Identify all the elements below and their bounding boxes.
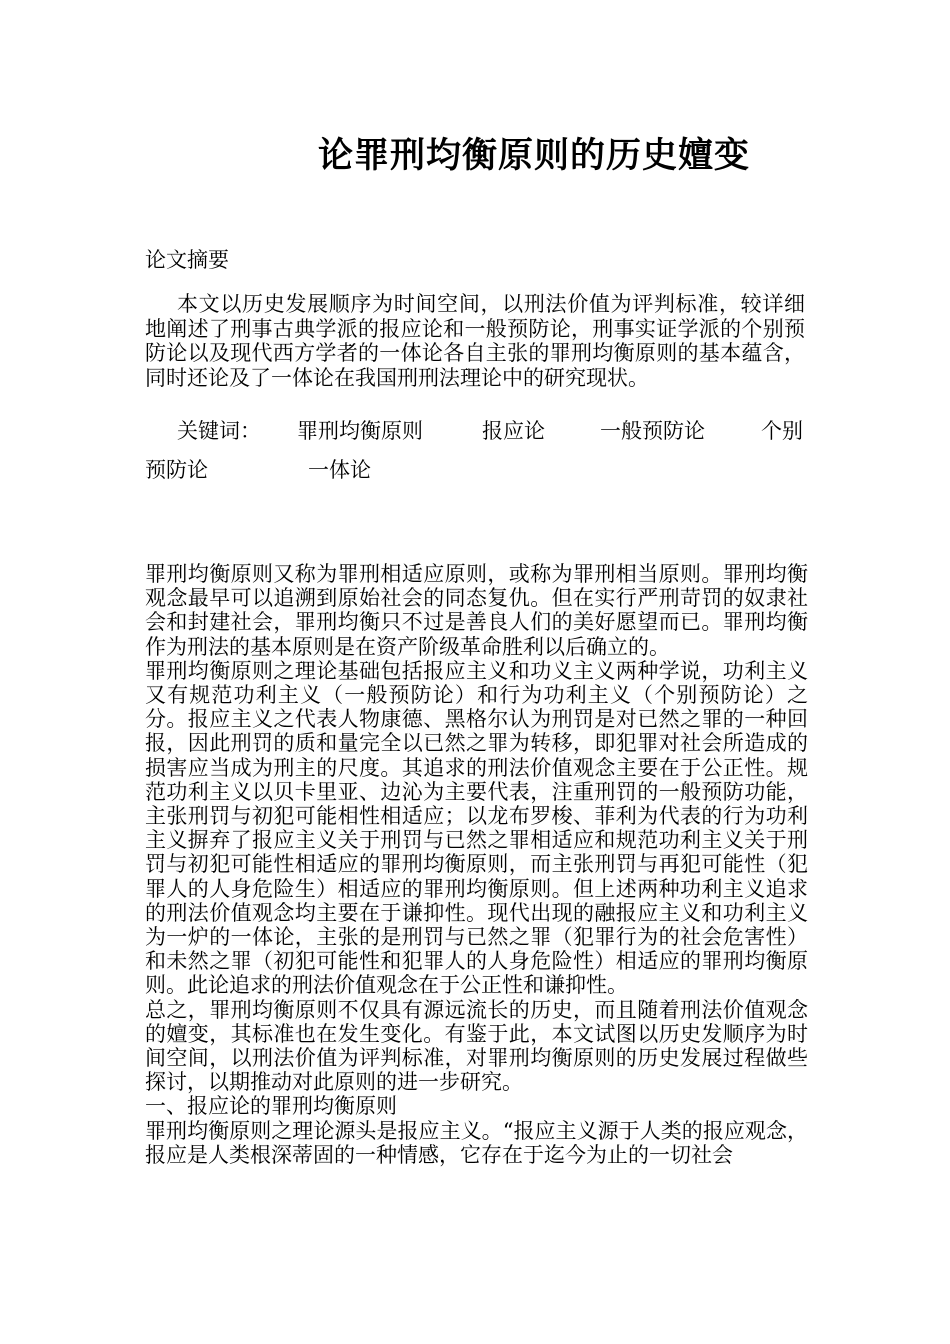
keyword: 罪刑均衡原则 — [297, 419, 423, 443]
keyword: 一般预防论 — [600, 419, 705, 443]
keyword: 报应论 — [482, 419, 545, 443]
keyword: 一体论 — [308, 458, 371, 482]
paragraph: 罪刑均衡原则之理论源头是报应主义。“报应主义源于人类的报应观念，报应是人类根深蒂固的一种情感，它存在于迄今为止的一切社会 — [145, 1118, 808, 1167]
paragraph: 总之，罪刑均衡原则不仅具有源远流长的历史，而且随着刑法价值观念的嬗变，其标准也在发生变化。有鉴于此，本文试图以历史发顺序为时间空间，以刑法价值为评判标准，对罪刑均衡原则的历史发展过程做些探讨，以期推动对此原则的进一步研究。 — [145, 997, 808, 1095]
abstract-label: 论文摘要 — [145, 248, 229, 272]
paragraph: 罪刑均衡原则之理论基础包括报应主义和功义主义两种学说，功利主义又有规范功利主义（一般预防论）和行为功利主义（个别预防论）之分。报应主义之代表人物康德、黑格尔认为刑罚是对已然之罪的一种回报，因此刑罚的质和量完全以已然之罪为转移，即犯罪对社会所造成的损害应当成为刑主的尺度。其追求的刑法价值观念主要在于公正性。规范功利主义以贝卡里亚、边沁为主要代表，注重刑罚的一般预防功能，主张刑罚与初犯可能相性相适应；以龙布罗梭、菲利为代表的行为功利主义摒弃了报应主义关于刑罚与已然之罪相适应和规范功利主义关于刑罚与初犯可能性相适应的罪刑均衡原则，而主张刑罚与再犯可能性（犯罪人的人身危险生）相适应的罪刑均衡原则。但上述两种功利主义追求的刑法价值观念均主要在于谦抑性。现代出现的融报应主义和功利主义为一炉的一体论，主张的是刑罚与已然之罪（犯罪行为的社会危害性）和未然之罪（初犯可能性和犯罪人的人身危险性）相适应的罪刑均衡原则。此论追求的刑法价值观念在于公正性和谦抑性。 — [145, 658, 808, 998]
page-title: 论罪刑均衡原则的历史嬗变 — [318, 135, 751, 176]
body-text — [145, 562, 808, 1167]
keywords-label: 关键词： — [177, 419, 261, 443]
keyword: 预防论 — [145, 458, 208, 482]
section-heading: 一、报应论的罪刑均衡原则 — [145, 1094, 397, 1119]
keyword: 个别 — [761, 419, 803, 443]
keywords-line — [145, 415, 805, 445]
keywords-line-continued — [145, 454, 805, 484]
paragraph: 罪刑均衡原则又称为罪刑相适应原则，或称为罪刑相当原则。罪刑均衡观念最早可以追溯到原始社会的同态复仇。但在实行严刑苛罚的奴隶社会和封建社会，罪刑均衡只不过是善良人们的美好愿望而已。罪刑均衡作为刑法的基本原则是在资产阶级革命胜利以后确立的。 — [145, 562, 808, 659]
abstract-text: 本文以历史发展顺序为时间空间，以刑法价值为评判标准，较详细地阐述了刑事古典学派的报应论和一般预防论，刑事实证学派的个别预防论以及现代西方学者的一体论各自主张的罪刑均衡原则的基本蕴含，同时还论及了一体论在我国刑刑法理论中的研究现状。 — [145, 292, 805, 390]
